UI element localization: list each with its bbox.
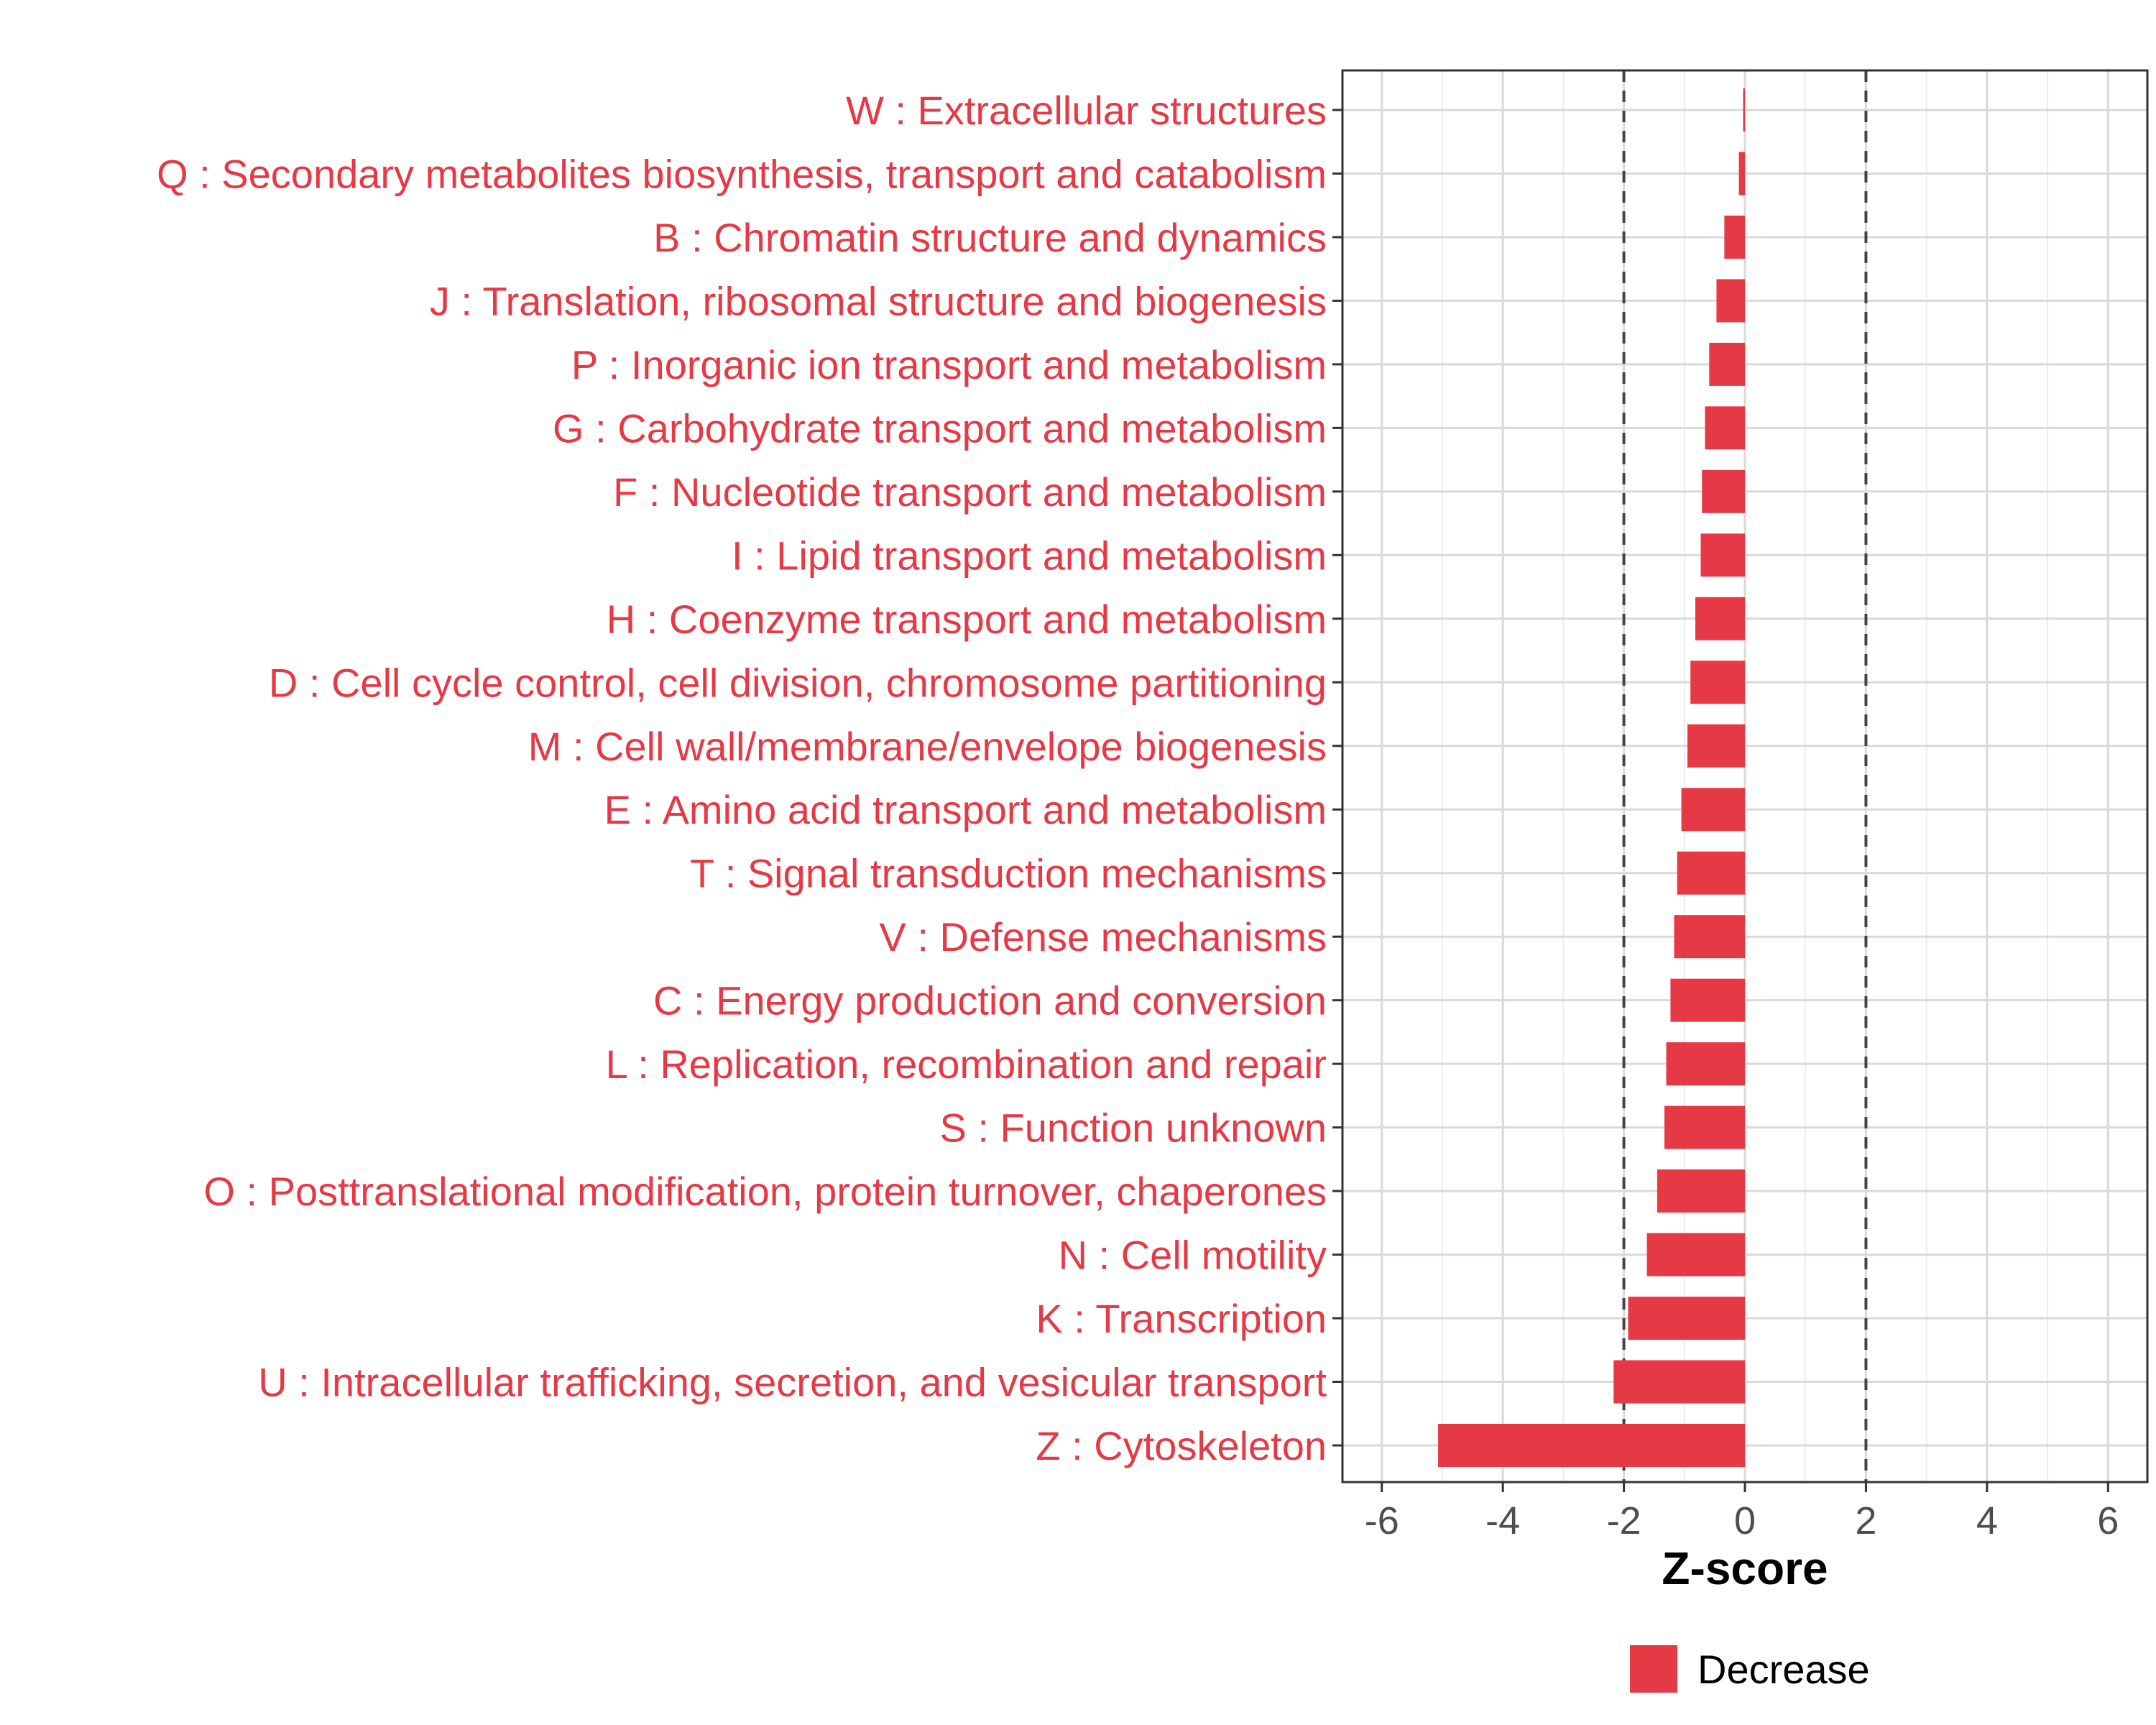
category-label: T : Signal transduction mechanisms <box>689 850 1327 896</box>
x-tick-label: 6 <box>2097 1499 2119 1542</box>
bar <box>1709 343 1745 386</box>
bars-layer <box>1438 88 1745 1467</box>
bar <box>1739 152 1745 195</box>
category-label: O : Posttranslational modification, protein turnover, chaperones <box>203 1169 1327 1215</box>
bar <box>1670 979 1745 1022</box>
bar <box>1716 279 1745 322</box>
y-axis-labels <box>157 88 1327 1468</box>
category-label: G : Carbohydrate transport and metabolism <box>553 405 1327 451</box>
x-axis-ticks <box>1382 1482 2109 1492</box>
x-tick-label: -4 <box>1485 1499 1521 1542</box>
bar <box>1613 1361 1745 1404</box>
category-label: C : Energy production and conversion <box>653 978 1327 1024</box>
bar <box>1724 216 1745 259</box>
category-label: M : Cell wall/membrane/envelope biogenesis <box>528 723 1327 769</box>
bar <box>1702 470 1745 513</box>
bar <box>1690 661 1745 704</box>
category-label: I : Lipid transport and metabolism <box>732 533 1327 579</box>
bar <box>1674 915 1745 958</box>
legend <box>1630 1645 1870 1693</box>
bar <box>1743 88 1745 132</box>
legend-label-decrease: Decrease <box>1697 1647 1870 1692</box>
bar <box>1628 1297 1745 1340</box>
category-label: D : Cell cycle control, cell division, chromosome partitioning <box>268 660 1327 706</box>
bar <box>1647 1233 1745 1276</box>
category-label: V : Defense mechanisms <box>879 914 1327 960</box>
category-label: K : Transcription <box>1036 1296 1327 1342</box>
category-label: J : Translation, ribosomal structure and biogenesis <box>429 278 1327 324</box>
category-label: Z : Cytoskeleton <box>1036 1423 1327 1468</box>
category-label: F : Nucleotide transport and metabolism <box>613 469 1327 515</box>
x-tick-label: -6 <box>1364 1499 1399 1542</box>
category-label: Q : Secondary metabolites biosynthesis, transport and catabolism <box>157 151 1327 197</box>
category-label: H : Coenzyme transport and metabolism <box>606 596 1327 642</box>
bar <box>1667 1042 1745 1085</box>
category-label: P : Inorganic ion transport and metabolism <box>571 341 1327 387</box>
bar <box>1695 597 1745 640</box>
bar <box>1687 724 1745 768</box>
bar <box>1705 406 1745 449</box>
category-label: E : Amino acid transport and metabolism <box>604 787 1327 833</box>
category-label: U : Intracellular trafficking, secretion, and vesicular transport <box>258 1359 1327 1405</box>
y-axis-ticks <box>1332 110 1342 1445</box>
bar <box>1682 788 1745 831</box>
bar <box>1657 1169 1745 1213</box>
category-label: S : Function unknown <box>939 1105 1327 1151</box>
category-label: L : Replication, recombination and repair <box>605 1041 1327 1087</box>
x-tick-label: 4 <box>1976 1499 1998 1542</box>
x-axis-labels <box>1365 1499 2119 1542</box>
x-tick-label: -2 <box>1606 1499 1641 1542</box>
x-tick-label: 0 <box>1733 1499 1756 1542</box>
category-label: W : Extracellular structures <box>845 88 1327 133</box>
bar <box>1664 1106 1745 1149</box>
bar <box>1438 1424 1745 1467</box>
legend-swatch-decrease <box>1630 1645 1677 1693</box>
bar <box>1677 852 1745 895</box>
x-axis-title: Z-score <box>1662 1542 1828 1594</box>
x-tick-label: 2 <box>1855 1499 1877 1542</box>
bar <box>1701 533 1745 576</box>
category-label: N : Cell motility <box>1058 1232 1327 1278</box>
category-label: B : Chromatin structure and dynamics <box>653 214 1327 260</box>
